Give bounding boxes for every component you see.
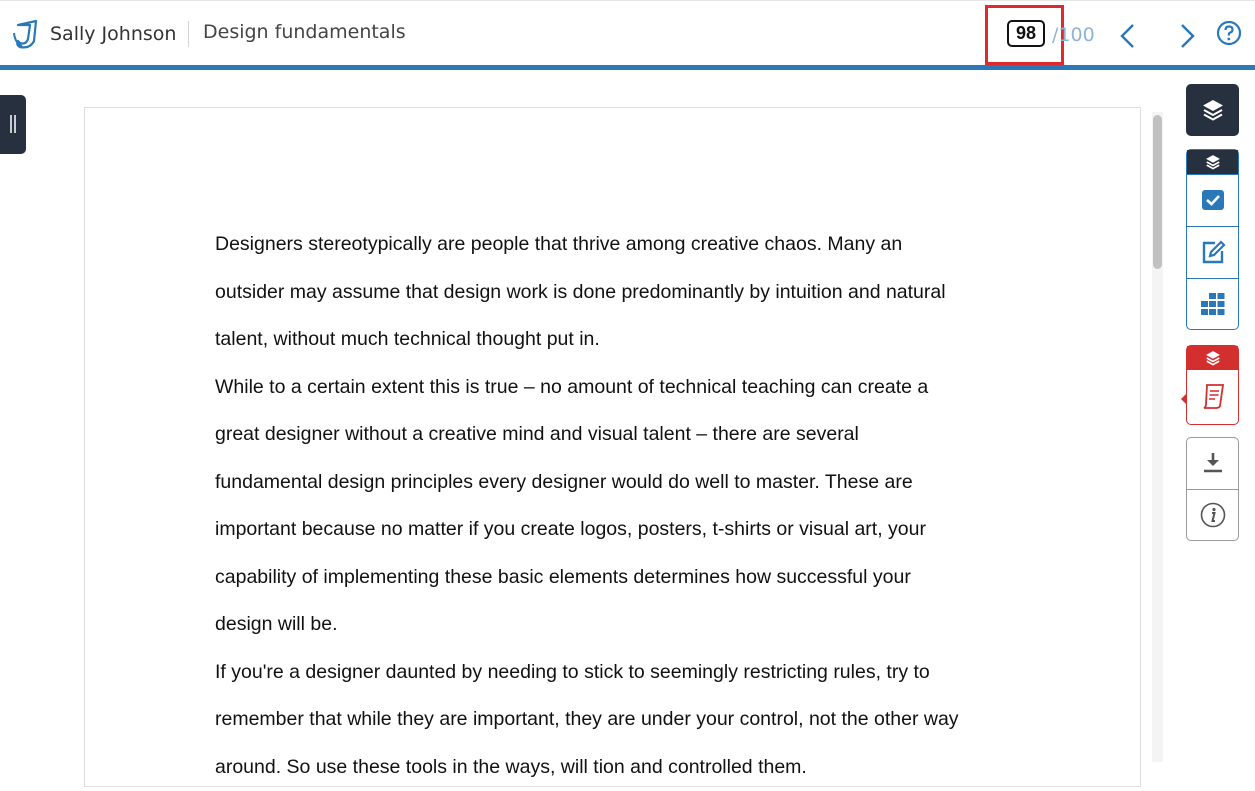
drawer-handle-icon[interactable] xyxy=(0,95,26,154)
header-accent-bar xyxy=(0,65,1255,70)
text-line: While to a certain extent this is true – no amount of technical teaching can create a xyxy=(215,364,1015,412)
document-page xyxy=(84,107,1141,787)
text-line: remember that while they are important, they are under your control, not the other way xyxy=(215,696,1015,744)
text-line: capability of implementing these basic elements determines how successful your xyxy=(215,554,1015,602)
similarity-button[interactable] xyxy=(1187,370,1238,424)
comment-button[interactable] xyxy=(1187,226,1238,278)
user-name: Sally Johnson xyxy=(50,23,176,45)
top-bar xyxy=(0,0,1255,66)
text-line: fundamental design principles every designer would do well to master. These are xyxy=(215,459,1015,507)
download-button[interactable] xyxy=(1187,438,1238,489)
layers-icon xyxy=(1187,346,1238,370)
header-divider xyxy=(188,21,189,47)
text-line: important because no matter if you create logos, posters, t-shirts or visual art, your xyxy=(215,506,1015,554)
chevron-right-icon[interactable] xyxy=(1174,21,1200,51)
grading-tools-group xyxy=(1186,149,1239,330)
text-line: around. So use these tools in the ways, will tion and controlled them. xyxy=(215,744,1015,791)
scrollbar-thumb[interactable] xyxy=(1153,115,1162,269)
layers-icon xyxy=(1200,97,1226,128)
score-value[interactable]: 98 xyxy=(1007,20,1045,47)
help-circle-icon[interactable] xyxy=(1216,20,1242,46)
rubric-button[interactable] xyxy=(1187,174,1238,226)
info-button[interactable] xyxy=(1187,489,1238,540)
text-line: outsider may assume that design work is done predominantly by intuition and natural xyxy=(215,269,1015,317)
similarity-tools-group xyxy=(1186,345,1239,425)
layers-icon xyxy=(1187,150,1238,174)
logo-icon xyxy=(12,19,42,51)
chevron-left-icon[interactable] xyxy=(1115,21,1141,51)
document-text xyxy=(215,221,1015,791)
text-line: design will be. xyxy=(215,601,1015,649)
active-tool-pointer xyxy=(1181,394,1186,404)
text-line: talent, without much technical thought put in. xyxy=(215,316,1015,364)
grid-button[interactable] xyxy=(1187,278,1238,330)
score-total: /100 xyxy=(1052,24,1095,46)
text-line: great designer without a creative mind and visual talent – there are several xyxy=(215,411,1015,459)
file-tools-group xyxy=(1186,437,1239,541)
text-line: Designers stereotypically are people that thrive among creative chaos. Many an xyxy=(215,221,1015,269)
document-title: Design fundamentals xyxy=(203,21,406,43)
layers-button[interactable] xyxy=(1186,84,1239,136)
text-line: If you're a designer daunted by needing to stick to seemingly restricting rules, try to xyxy=(215,649,1015,697)
